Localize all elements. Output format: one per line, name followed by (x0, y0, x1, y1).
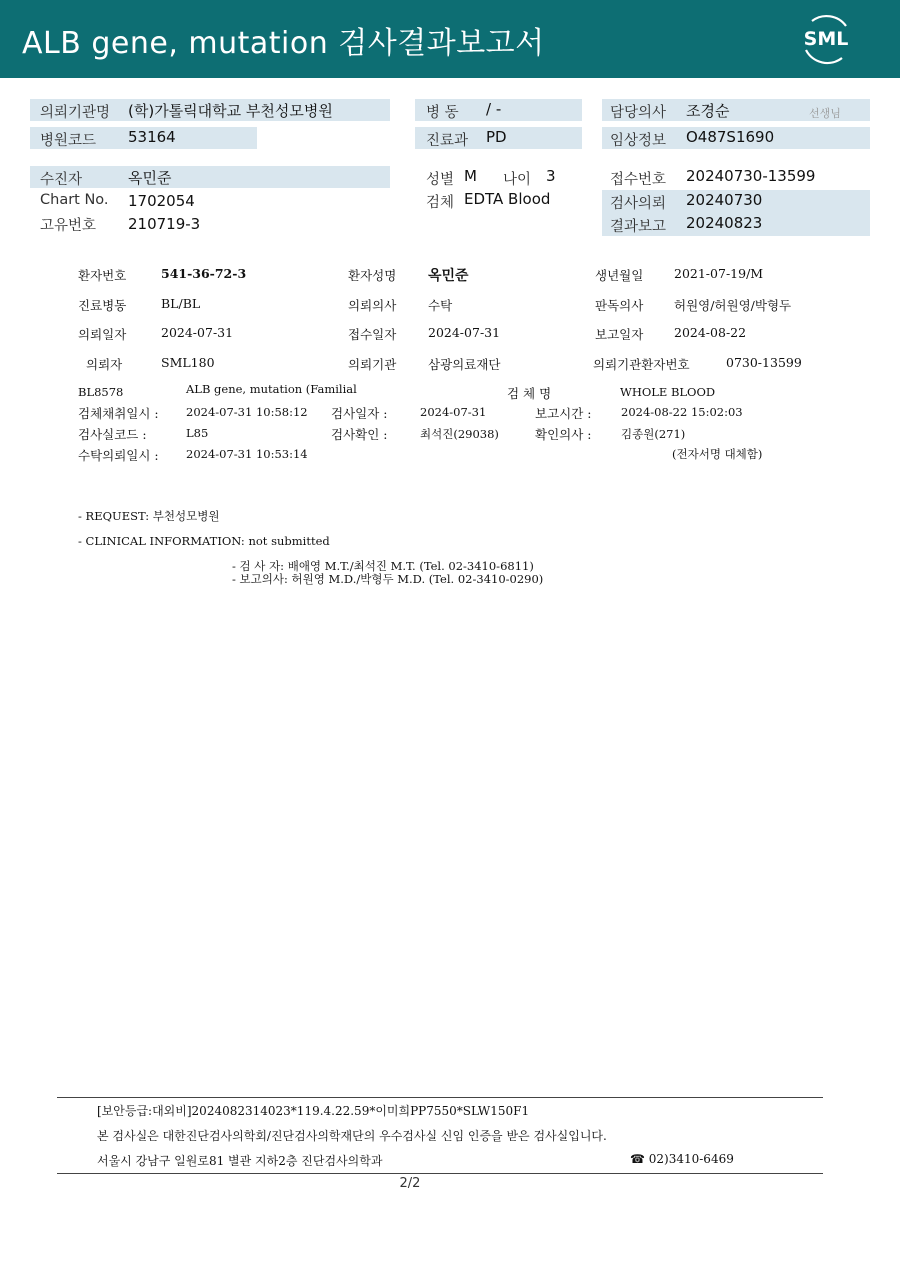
rp-label: 의뢰자 (86, 357, 123, 372)
confirm-doctor-label: 확인의사 : (535, 427, 592, 442)
rp-label: 의뢰일자 (78, 327, 127, 342)
report-time-label: 보고시간 : (535, 406, 592, 421)
test-date-value: 2024-07-31 (420, 405, 487, 419)
specimen-value: EDTA Blood (464, 190, 551, 208)
confirm-value: 최석진(29038) (420, 427, 499, 441)
report-date-value: 20240823 (686, 214, 763, 232)
clinical-label: 임상정보 (610, 133, 667, 149)
address-line: 서울시 강남구 일원로81 별관 지하2층 진단검사의학과 (97, 1154, 383, 1168)
ward-label: 병 동 (426, 105, 459, 121)
patient-value: 옥민준 (128, 169, 172, 187)
rp-label: 의뢰의사 (348, 298, 397, 313)
ward-value: BL/BL (161, 296, 201, 311)
request-date-value: 20240730 (686, 191, 763, 209)
collect-value: 2024-07-31 10:58:12 (186, 405, 308, 419)
patient-row (30, 166, 390, 188)
report-date: 2024-08-22 (674, 325, 747, 340)
receipt-date: 2024-07-31 (428, 325, 501, 340)
requesting-doctor: 수탁 (428, 298, 453, 313)
requester: SML180 (161, 355, 215, 370)
birth-date: 2021-07-19/M (674, 266, 764, 281)
logo-text: SML (803, 28, 849, 50)
test-date-label: 검사일자 : (331, 406, 388, 421)
confirm-doctor-value: 김종원(271) (621, 427, 686, 441)
chart-label: Chart No. (40, 192, 109, 208)
request-line: - REQUEST: 부천성모병원 (78, 509, 220, 523)
lab-code-value: L85 (186, 426, 209, 440)
sex-label: 성별 (426, 172, 455, 188)
outsource-value: 2024-07-31 10:53:14 (186, 447, 308, 461)
age-label: 나이 (503, 172, 532, 188)
sml-logo (798, 12, 854, 66)
specimen-label: 검체 (426, 195, 455, 211)
rp-label: 생년월일 (595, 268, 644, 283)
report-date-label: 결과보고 (610, 219, 667, 235)
esign-note: (전자서명 대체함) (672, 447, 763, 461)
doctor-suffix: 선생님 (809, 107, 841, 120)
dept-label: 진료과 (426, 133, 469, 149)
patient-number: 541-36-72-3 (161, 266, 247, 281)
chart-value: 1702054 (128, 192, 195, 210)
rp-label: 보고일자 (595, 327, 644, 342)
receipt-label: 접수번호 (610, 172, 667, 188)
test-name: ALB gene, mutation (Familial (186, 382, 357, 396)
doctor-value: 조경순 (686, 102, 730, 120)
rp-label: 환자번호 (78, 268, 127, 283)
req-org-label: 의뢰기관명 (40, 105, 111, 121)
dept-value: PD (486, 128, 507, 146)
rp-label: 환자성명 (348, 268, 397, 283)
rp-label: 접수일자 (348, 327, 397, 342)
requesting-org: 삼광의료재단 (428, 357, 501, 372)
org-patient-number: 0730-13599 (726, 355, 802, 370)
rp-label: 의뢰기관 (348, 357, 397, 372)
tester-line: - 검 사 자: 배애영 M.T./최석진 M.T. (Tel. 02-3410-6811) (232, 559, 534, 573)
footer-bottom-rule (57, 1173, 823, 1174)
clinical-line: - CLINICAL INFORMATION: not submitted (78, 534, 330, 548)
rp-label: 의뢰기관환자번호 (593, 357, 690, 372)
receipt-value: 20240730-13599 (686, 167, 816, 185)
doctor-label: 담당의사 (610, 105, 667, 121)
clinical-value: O487S1690 (686, 128, 775, 146)
report-title: ALB gene, mutation 검사결과보고서 (22, 26, 545, 61)
security-line: [보안등급:대외비]2024082314023*119.4.22.59*이미희PP7550*SLW150F1 (97, 1104, 530, 1118)
request-date-label: 검사의뢰 (610, 196, 667, 212)
phone-line: ☎ 02)3410-6469 (630, 1152, 734, 1166)
age-value: 3 (546, 167, 556, 185)
reporter-line: - 보고의사: 허원영 M.D./박형두 M.D. (Tel. 02-3410-0290) (232, 572, 544, 586)
hosp-code-label: 병원코드 (40, 133, 97, 149)
rp-label: 판독의사 (595, 298, 644, 313)
ward-value: / - (486, 100, 502, 118)
patient-label: 수진자 (40, 172, 83, 188)
report-time-value: 2024-08-22 15:02:03 (621, 405, 743, 419)
specimen-name-label: 검 체 명 (507, 386, 552, 401)
test-code: BL8578 (78, 385, 124, 399)
certification-line: 본 검사실은 대한진단검사의학회/진단검사의학재단의 우수검사실 신임 인증을 받은 검사실입니다. (97, 1129, 607, 1143)
rp-label: 진료병동 (78, 298, 127, 313)
patient-name: 옥민준 (428, 268, 469, 284)
unique-label: 고유번호 (40, 218, 97, 234)
page-number: 2/2 (399, 1176, 421, 1191)
hosp-code-value: 53164 (128, 128, 176, 146)
confirm-label: 검사확인 : (331, 427, 388, 442)
specimen-name-value: WHOLE BLOOD (620, 385, 716, 399)
lab-code-label: 검사실코드 : (78, 427, 147, 442)
outsource-label: 수탁의뢰일시 : (78, 448, 159, 463)
reading-doctors: 허원영/허원영/박형두 (674, 298, 792, 313)
request-date: 2024-07-31 (161, 325, 234, 340)
footer-top-rule (57, 1097, 823, 1098)
sex-value: M (464, 167, 477, 185)
unique-value: 210719-3 (128, 215, 201, 233)
req-org-value: (학)가톨릭대학교 부천성모병원 (128, 102, 333, 120)
collect-label: 검체채취일시 : (78, 406, 159, 421)
header-banner (0, 0, 900, 78)
